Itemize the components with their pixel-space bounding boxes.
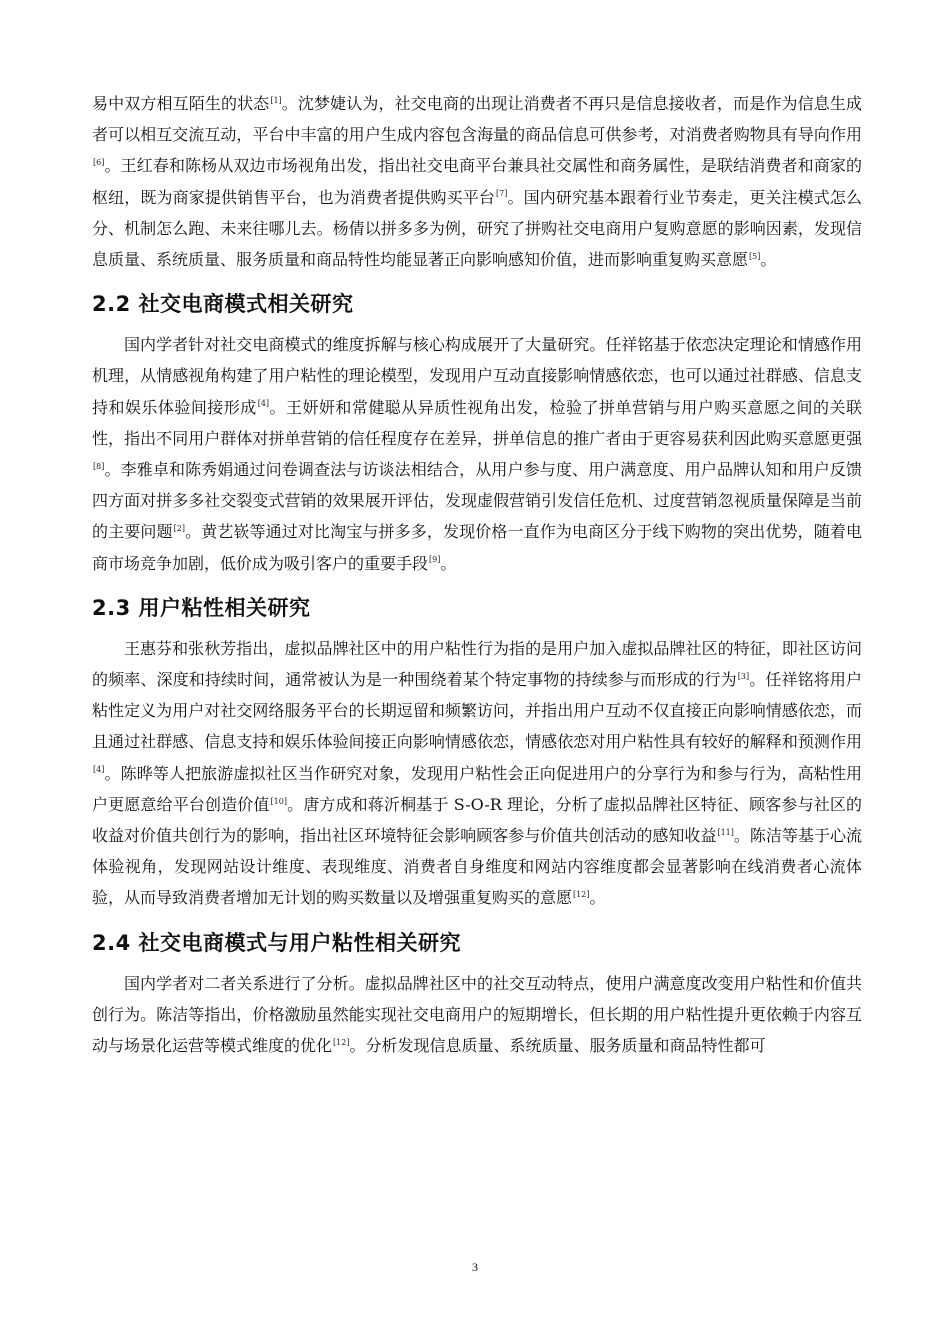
text-run: 。唐方成和蒋沂桐基于 S-O-R 理论，分析了虚拟品牌社区特征、顾客参与社区的收益对价值共创行为的影响，指出社区环境特征会影响顾客参与价值共创活动的感知收益 [92, 794, 862, 846]
text-run: 王惠芬和张秋芳指出，虚拟品牌社区中的用户粘性行为指的是用户加入虚拟品牌社区的特征，即社区访问的频率、深度和持续时间，通常被认为是一种围绕着某个特定事物的持续参与而形成的行为 [92, 638, 862, 690]
text-run: 国内学者针对社交电商模式的维度拆解与核心构成展开了大量研究。任祥铭基于依恋决定理论和情感作用机理，从情感视角构建了用户粘性的理论模型，发现用户互动直接影响情感依恋，也可以通过社群感、信息支持和娱乐体验间接形成 [92, 335, 862, 417]
citation-marker: [5] [749, 251, 761, 261]
text-run: 。国内研究基本跟着行业节奏走，更关注模式怎么分、机制怎么跑、未来往哪儿去。杨倩以拼多多为例，研究了拼购社交电商用户复购意愿的影响因素，发现信息质量、系统质量、服务质量和商品特性均能显著正向影响感知价值，进而影响重复购买意愿 [92, 187, 862, 270]
text-run: 。王红春和陈杨从双边市场视角出发，指出社交电商平台兼具社交属性和商务属性，是联结消费者和商家的枢纽，既为商家提供销售平台，也为消费者提供购买平台 [92, 156, 862, 207]
citation-marker: [1] [270, 95, 282, 105]
citation-marker: [12] [573, 890, 590, 900]
citation-marker: [10] [270, 796, 287, 806]
page-number: 3 [472, 1260, 478, 1274]
citation-marker: [3] [737, 671, 750, 681]
citation-marker: [4] [93, 765, 105, 775]
text-run: 。黄艺嵚等通过对比淘宝与拼多多，发现价格一直作为电商区分于线下购物的突出优势，随着电商市场竞争加剧，低价成为吸引客户的重要手段 [92, 522, 862, 573]
heading-2-3: 2.3 用户粘性相关研究 [92, 595, 311, 620]
text-run: 易中双方相互陌生的状态 [92, 94, 270, 113]
heading-2-2: 2.2 社交电商模式相关研究 [92, 292, 354, 317]
heading-2-4: 2.4 社交电商模式与用户粘性相关研究 [92, 930, 462, 955]
citation-marker: [12] [333, 1037, 350, 1047]
text-run: 。沈梦婕认为，社交电商的出现让消费者不再只是信息接收者，而是作为信息生成者可以相互交流互动，平台中丰富的用户生成内容包含海量的商品信息可供参考，对消费者购物具有导向作用 [92, 94, 862, 145]
text-run: 。 [589, 888, 606, 908]
citation-marker: [2] [173, 524, 185, 534]
citation-marker: [6] [93, 158, 105, 168]
text-run: 。 [760, 250, 777, 270]
text-run: 。陈洁等基于心流体验视角，发现网站设计维度、表现维度、消费者自身维度和网站内容维度都会显著影响在线消费者心流体验，从而导致消费者增加无计划的购买数量以及增强重复购买的意愿 [92, 826, 862, 908]
paragraph-intro [92, 88, 862, 275]
text-run: 国内学者对二者关系进行了分析。虚拟品牌社区中的社交互动特点，使用户满意度改变用户粘性和价值共创行为。陈洁等指出，价格激励虽然能实现社交电商用户的短期增长，但长期的用户粘性提升更依赖于内容互动与场景化运营等模式维度的优化 [92, 973, 862, 1056]
text-run: 。 [440, 553, 457, 573]
paragraph-2-2 [92, 329, 862, 579]
text-run: 。任祥铭将用户粘性定义为用户对社交网络服务平台的长期逗留和频繁访问，并指出用户互动不仅直接正向影响情感依恋，而且通过社群感、信息支持和娱乐体验间接正向影响情感依恋，情感依恋对用户粘性具有较好的解释和预测作用 [92, 670, 862, 752]
text-run: 。陈晔等人把旅游虚拟社区当作研究对象，发现用户粘性会正向促进用户的分享行为和参与行为，高粘性用户更愿意给平台创造价值 [92, 763, 862, 814]
citation-marker: [4] [257, 399, 270, 409]
text-run: 。王妍妍和常健聪从异质性视角出发，检验了拼单营销与用户购买意愿之间的关联性，指出不同用户群体对拼单营销的信任程度存在差异，拼单信息的推广者由于更容易获利因此购买意愿更强 [92, 397, 862, 448]
citation-marker: [9] [429, 555, 441, 565]
text-run: 。分析发现信息质量、系统质量、服务质量和商品特性都可 [349, 1036, 766, 1056]
citation-marker: [11] [717, 827, 734, 837]
citation-marker: [7] [496, 189, 508, 199]
paragraph-2-3 [92, 633, 862, 914]
citation-marker: [8] [93, 461, 105, 471]
page-body [92, 88, 862, 1061]
text-run: 。李雅卓和陈秀娟通过问卷调查法与访谈法相结合，从用户参与度、用户满意度、用户品牌认知和用户反馈四方面对拼多多社交裂变式营销的效果展开评估，发现虚假营销引发信任危机、过度营销忽视质量保障是当前的主要问题 [92, 460, 862, 542]
paragraph-2-4 [92, 968, 862, 1062]
